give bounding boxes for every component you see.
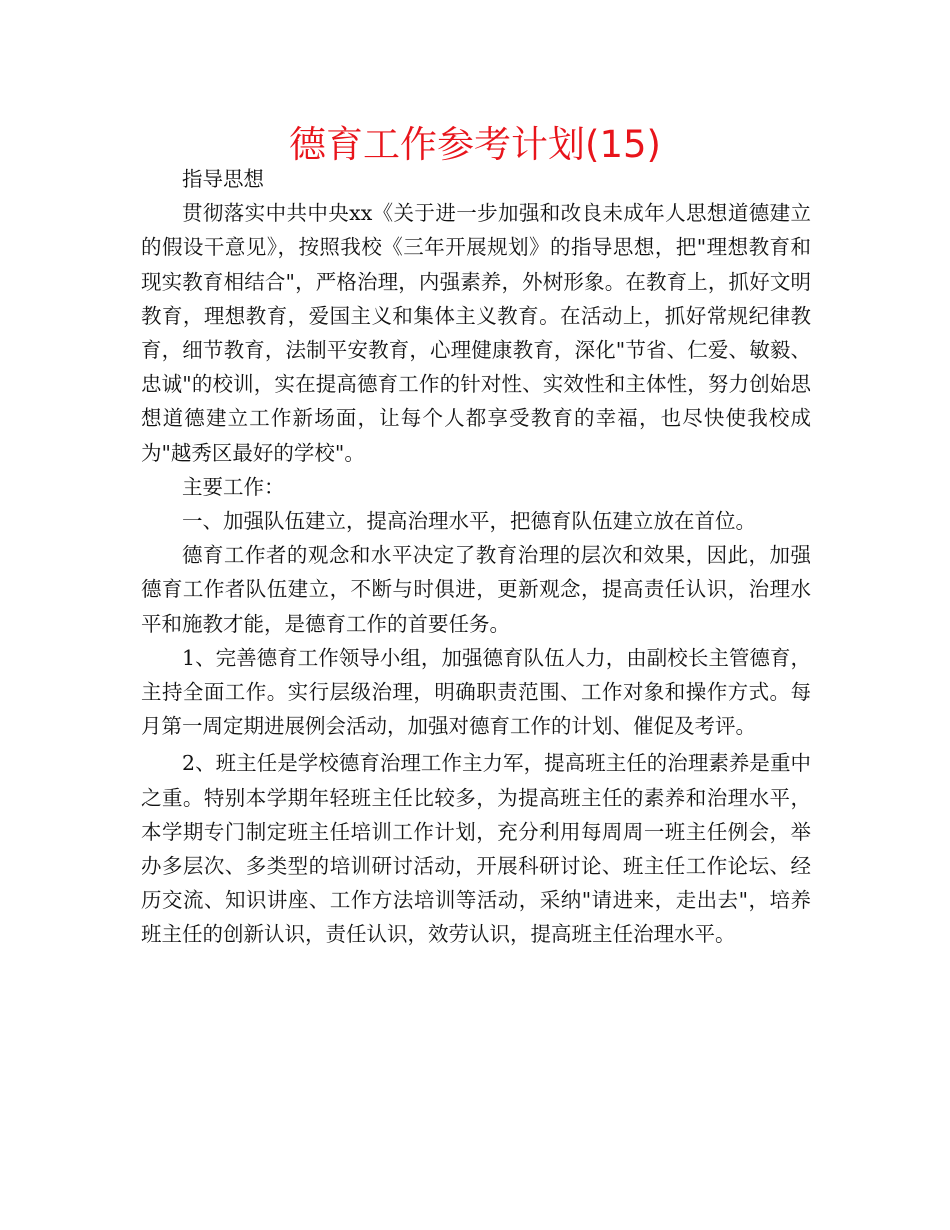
paragraph-team-building: 德育工作者的观念和水平决定了教育治理的层次和效果，因此，加强德育工作者队伍建立，不断与时俱进，更新观念，提高责任认识，治理水平和施教才能，是德育工作的首要任务。 bbox=[141, 543, 811, 636]
paragraph-guiding-thought: 贯彻落实中共中央xx《关于进一步加强和改良未成年人思想道德建立的假设干意见》，按照我校《三年开展规划》的指导思想，把"理想教育和现实教育相结合"，严格治理，内强素养，外树形象。在教育上，抓好文明教育，理想教育，爱国主义和集体主义教育。在活动上，抓好常规纪律教育，细节教育，法制平安教育，心理健康教育，深化"节省、仁爱、敏毅、忠诚"的校训，实在提高德育工作的针对性、实效性和主体性，努力创始思想道德建立工作新场面，让每个人都享受教育的幸福，也尽快使我校成为"越秀区最好的学校"。 bbox=[141, 201, 811, 465]
paragraph-item-1: 1、完善德育工作领导小组，加强德育队伍人力，由副校长主管德育，主持全面工作。实行层级治理，明确职责范围、工作对象和操作方式。每月第一周定期进展例会活动，加强对德育工作的计划、催促及考评。 bbox=[141, 645, 811, 739]
paragraph-item-2: 2、班主任是学校德育治理工作主力军，提高班主任的治理素养是重中之重。特别本学期年轻班主任比较多，为提高班主任的素养和治理水平，本学期专门制定班主任培训工作计划，充分利用每周周一班主任例会，举办多层次、多类型的培训研讨活动，开展科研讨论、班主任工作论坛、经历交流、知识讲座、工作方法培训等活动，采纳"请进来，走出去"，培养班主任的创新认识，责任认识，效劳认识，提高班主任治理水平。 bbox=[141, 751, 811, 947]
section-heading-main-work: 主要工作： bbox=[182, 474, 285, 499]
section-heading-guiding-thought: 指导思想 bbox=[182, 167, 264, 191]
document-title: 德育工作参考计划(15) bbox=[289, 123, 661, 166]
section-heading-team-building: 一、加强队伍建立，提高治理水平，把德育队伍建立放在首位。 bbox=[182, 509, 756, 534]
document-body bbox=[141, 162, 811, 952]
